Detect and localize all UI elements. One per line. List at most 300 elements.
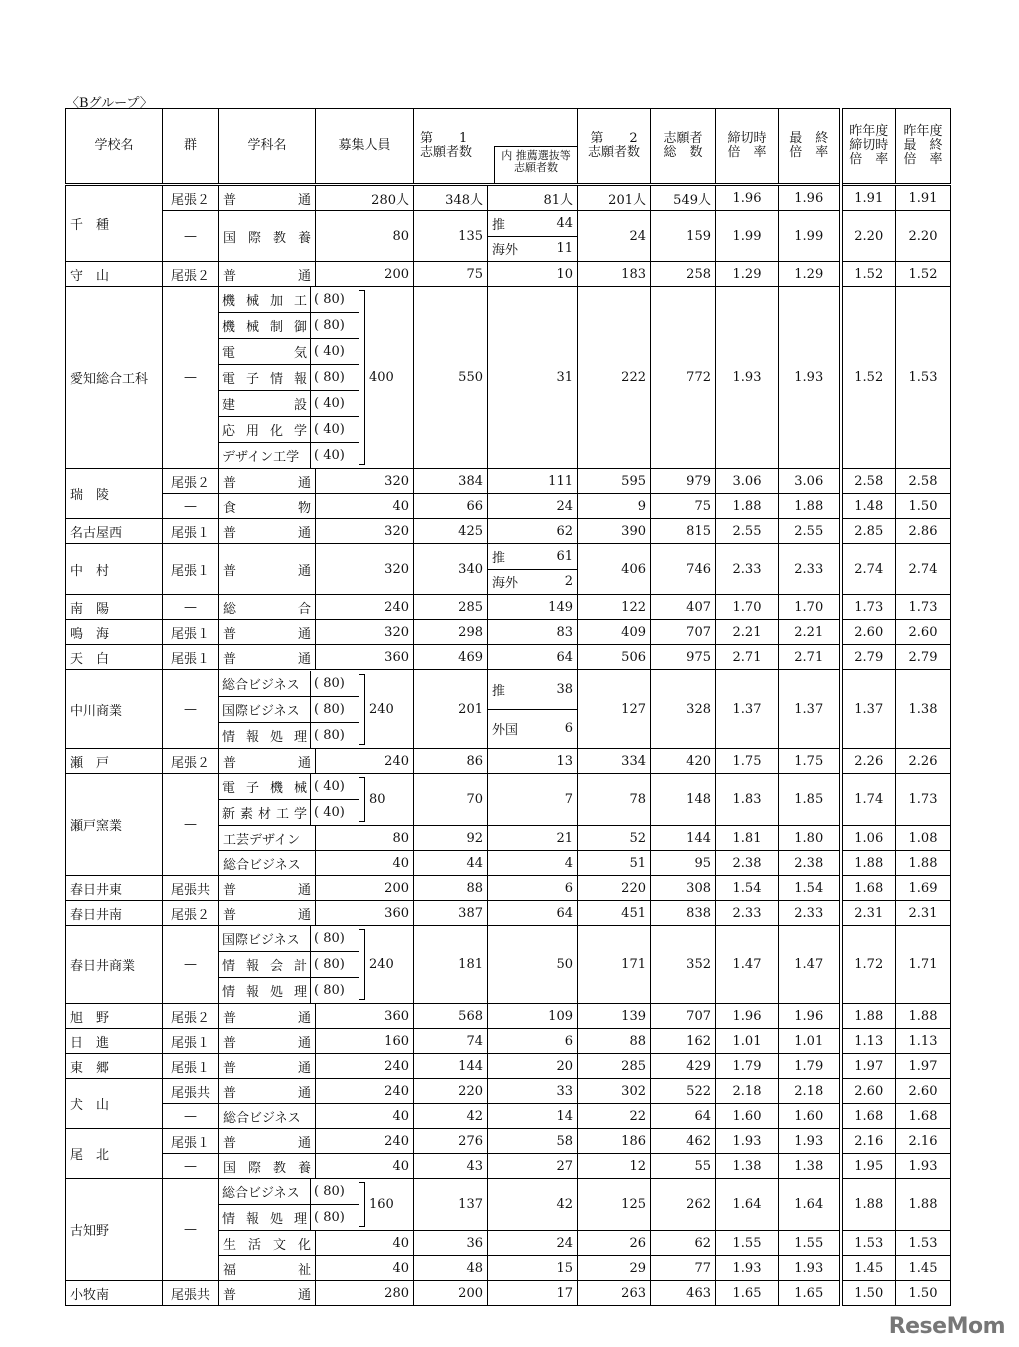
table-row bbox=[66, 901, 951, 926]
dept-name-cell bbox=[219, 1029, 316, 1054]
recommended-count: 20 bbox=[488, 1054, 578, 1079]
dept-name-cell bbox=[219, 749, 316, 774]
sub-dept-row bbox=[219, 339, 359, 365]
school-name: 瀬戸窯業 bbox=[66, 774, 163, 876]
sub-dept-capacity: ( 40) bbox=[314, 344, 345, 359]
school-name: 旭 野 bbox=[66, 1004, 163, 1029]
second-choice-count: 595 bbox=[578, 469, 651, 494]
recommended-label: 推 bbox=[492, 550, 506, 566]
total-applicants: 258 bbox=[651, 262, 716, 287]
dept-name-char: 通 bbox=[297, 626, 311, 642]
dept-capacity-group bbox=[219, 287, 414, 469]
school-name: 春日井南 bbox=[66, 901, 163, 926]
final-ratio: 1.60 bbox=[779, 1104, 841, 1129]
dept-name bbox=[223, 1157, 311, 1176]
dept-name-char: 国際ビジネス bbox=[222, 703, 300, 719]
dept-name-char: 国 bbox=[223, 1160, 237, 1176]
recommended-sub bbox=[488, 570, 577, 595]
dept-name-char: 化 bbox=[297, 1237, 311, 1253]
sub-dept-capacity: ( 80) bbox=[314, 983, 345, 998]
deadline-ratio: 1.60 bbox=[716, 1104, 779, 1129]
deadline-ratio: 1.93 bbox=[716, 1129, 779, 1154]
dept-name-char: 普 bbox=[223, 1035, 237, 1051]
header-final-ratio bbox=[779, 109, 841, 185]
dept-name-char: 普 bbox=[223, 475, 237, 491]
second-choice-count: 127 bbox=[578, 670, 651, 749]
dept-name-char: 計 bbox=[293, 959, 307, 974]
recommended-label: 外国 bbox=[492, 723, 519, 739]
sub-dept-capacity: ( 40) bbox=[314, 448, 345, 463]
second-choice-count: 201人 bbox=[578, 185, 651, 211]
dept-name-char: 情 bbox=[222, 729, 236, 745]
recommended-count: 15 bbox=[488, 1256, 578, 1281]
capacity: 360 bbox=[316, 1004, 414, 1029]
sub-dept-name bbox=[219, 287, 311, 312]
deadline-ratio: 1.93 bbox=[716, 287, 779, 469]
prev-deadline-ratio: 1.95 bbox=[841, 1154, 896, 1179]
sub-dept-name bbox=[219, 800, 311, 825]
table-row bbox=[66, 544, 951, 595]
second-choice-count: 22 bbox=[578, 1104, 651, 1129]
table-row bbox=[66, 645, 951, 670]
sub-dept-capacity: ( 80) bbox=[314, 1210, 345, 1225]
recommended-count: 58 bbox=[488, 1129, 578, 1154]
first-choice-count: 201 bbox=[414, 670, 488, 749]
dept-name-char: 機 bbox=[222, 294, 236, 309]
recommended-count: 61 bbox=[556, 548, 573, 564]
capacity: 40 bbox=[316, 1256, 414, 1281]
final-ratio: 1.79 bbox=[779, 1054, 841, 1079]
capacity: 280 bbox=[316, 1281, 414, 1306]
prev-deadline-ratio: 1.91 bbox=[841, 185, 896, 211]
recommended-count: 10 bbox=[488, 262, 578, 287]
group-name: 尾張１ bbox=[163, 620, 219, 645]
dept-name-char: 普 bbox=[223, 882, 237, 898]
prev-deadline-ratio: 1.72 bbox=[841, 926, 896, 1004]
recommended-count: 6 bbox=[488, 1029, 578, 1054]
prev-final-ratio: 2.31 bbox=[896, 901, 951, 926]
first-choice-count: 348人 bbox=[414, 185, 488, 211]
prev-final-ratio: 1.68 bbox=[896, 1104, 951, 1129]
dept-name-cell bbox=[219, 645, 316, 670]
group-name: 尾張２ bbox=[163, 749, 219, 774]
school-name: 守 山 bbox=[66, 262, 163, 287]
capacity: 240 bbox=[316, 1079, 414, 1104]
first-choice-count: 74 bbox=[414, 1029, 488, 1054]
school-name: 尾 北 bbox=[66, 1129, 163, 1179]
recommended-count: 17 bbox=[488, 1281, 578, 1306]
prev-final-ratio: 1.38 bbox=[896, 670, 951, 749]
sub-dept-name bbox=[219, 365, 311, 390]
recommended-sub bbox=[488, 710, 577, 749]
capacity: 40 bbox=[316, 1104, 414, 1129]
dept-name-char: 処 bbox=[269, 1212, 283, 1227]
total-applicants: 308 bbox=[651, 876, 716, 901]
first-choice-count: 92 bbox=[414, 826, 488, 851]
dept-name-char: 通 bbox=[297, 907, 311, 923]
dept-name-char: 機 bbox=[269, 781, 283, 796]
table-row bbox=[66, 185, 951, 211]
sub-dept-name bbox=[219, 1205, 311, 1230]
dept-name-char: 会 bbox=[269, 959, 283, 974]
deadline-ratio: 1.88 bbox=[716, 494, 779, 519]
recommended-count: 64 bbox=[488, 645, 578, 670]
prev-deadline-ratio: 1.06 bbox=[841, 826, 896, 851]
sub-dept-row bbox=[219, 978, 359, 1003]
prev-deadline-ratio: 1.53 bbox=[841, 1231, 896, 1256]
first-choice-count: 469 bbox=[414, 645, 488, 670]
dept-name-char: 普 bbox=[223, 192, 237, 208]
dept-name-char: 新 bbox=[222, 807, 236, 822]
second-choice-count: 51 bbox=[578, 851, 651, 876]
first-choice-count: 135 bbox=[414, 211, 488, 262]
header-prev-deadline-line1: 昨年度 bbox=[849, 124, 889, 139]
school-name: 名古屋西 bbox=[66, 519, 163, 544]
dept-name-char: 普 bbox=[223, 268, 237, 284]
dept-name-char: 加 bbox=[269, 294, 283, 309]
capacity: 200 bbox=[316, 876, 414, 901]
recommended-label: 海外 bbox=[492, 243, 519, 259]
final-ratio: 1.96 bbox=[779, 1004, 841, 1029]
group-name: — bbox=[163, 670, 219, 749]
first-choice-count: 70 bbox=[414, 774, 488, 826]
total-applicants: 838 bbox=[651, 901, 716, 926]
header-final-line2: 倍 率 bbox=[789, 145, 829, 160]
first-choice-count: 42 bbox=[414, 1104, 488, 1129]
header-prev-final-line2: 最 終 bbox=[903, 138, 943, 153]
prev-deadline-ratio: 1.48 bbox=[841, 494, 896, 519]
final-ratio: 2.21 bbox=[779, 620, 841, 645]
dept-name-cell bbox=[219, 544, 316, 595]
total-applicants: 262 bbox=[651, 1179, 716, 1231]
sub-dept-row bbox=[219, 287, 359, 313]
dept-capacity-group bbox=[219, 774, 414, 826]
deadline-ratio: 1.75 bbox=[716, 749, 779, 774]
dept-name-char: 通 bbox=[297, 651, 311, 667]
dept-name-cell bbox=[219, 1129, 316, 1154]
group-name: 尾張１ bbox=[163, 1029, 219, 1054]
total-applicants: 77 bbox=[651, 1256, 716, 1281]
header-dept: 学科名 bbox=[219, 109, 316, 185]
first-choice-count: 568 bbox=[414, 1004, 488, 1029]
table-row bbox=[66, 1129, 951, 1154]
header-deadline-line2: 倍 率 bbox=[727, 145, 767, 160]
prev-final-ratio: 1.73 bbox=[896, 595, 951, 620]
school-name: 愛知総合工科 bbox=[66, 287, 163, 469]
capacity: 360 bbox=[316, 901, 414, 926]
second-choice-count: 451 bbox=[578, 901, 651, 926]
dept-name-char: 文 bbox=[272, 1237, 286, 1253]
prev-final-ratio: 1.88 bbox=[896, 1004, 951, 1029]
group-name: 尾張共 bbox=[163, 1079, 219, 1104]
final-ratio: 1.55 bbox=[779, 1231, 841, 1256]
dept-name-char: 通 bbox=[297, 1287, 311, 1303]
table-row bbox=[66, 1054, 951, 1079]
group-name: 尾張１ bbox=[163, 1129, 219, 1154]
table-row bbox=[66, 262, 951, 287]
sub-dept-name bbox=[219, 978, 311, 1003]
second-choice-count: 263 bbox=[578, 1281, 651, 1306]
prev-final-ratio: 2.60 bbox=[896, 620, 951, 645]
sub-dept-row bbox=[219, 313, 359, 339]
dept-name-char: 総 bbox=[223, 601, 237, 617]
dept-name-char: 械 bbox=[245, 294, 259, 309]
first-choice-count: 36 bbox=[414, 1231, 488, 1256]
dept-name-char: 総合ビジネス bbox=[223, 1110, 301, 1126]
dept-capacity-group bbox=[219, 926, 414, 1004]
dept-name bbox=[223, 560, 311, 579]
deadline-ratio: 1.29 bbox=[716, 262, 779, 287]
dept-name-char: 通 bbox=[297, 192, 311, 208]
group-name: — bbox=[163, 926, 219, 1004]
prev-final-ratio: 1.91 bbox=[896, 185, 951, 211]
dept-name-char: 報 bbox=[245, 729, 259, 745]
deadline-ratio: 2.18 bbox=[716, 1079, 779, 1104]
capacity: 40 bbox=[316, 1231, 414, 1256]
sub-dept-row bbox=[219, 952, 359, 978]
sub-dept-name bbox=[219, 671, 311, 696]
header-prev-deadline-line3: 倍 率 bbox=[849, 152, 889, 167]
deadline-ratio: 1.38 bbox=[716, 1154, 779, 1179]
school-name: 瀬 戸 bbox=[66, 749, 163, 774]
final-ratio: 1.93 bbox=[779, 287, 841, 469]
prev-deadline-ratio: 1.88 bbox=[841, 1179, 896, 1231]
dept-name-cell bbox=[219, 185, 316, 211]
second-choice-count: 29 bbox=[578, 1256, 651, 1281]
deadline-ratio: 2.38 bbox=[716, 851, 779, 876]
table-row bbox=[66, 1281, 951, 1306]
dept-name-char: 通 bbox=[297, 1010, 311, 1026]
deadline-ratio: 1.01 bbox=[716, 1029, 779, 1054]
final-ratio: 1.65 bbox=[779, 1281, 841, 1306]
prev-final-ratio: 2.79 bbox=[896, 645, 951, 670]
dept-name-char: 設 bbox=[293, 398, 307, 413]
prev-deadline-ratio: 1.74 bbox=[841, 774, 896, 826]
prev-deadline-ratio: 1.52 bbox=[841, 287, 896, 469]
sub-dept-capacity: ( 40) bbox=[314, 779, 345, 794]
sub-dept-capacity: ( 40) bbox=[314, 805, 345, 820]
group-name: 尾張共 bbox=[163, 876, 219, 901]
prev-deadline-ratio: 1.88 bbox=[841, 1004, 896, 1029]
dept-name-char: 普 bbox=[223, 1010, 237, 1026]
dept-name-cell bbox=[219, 262, 316, 287]
prev-final-ratio: 1.71 bbox=[896, 926, 951, 1004]
sub-dept-capacity: ( 80) bbox=[314, 727, 345, 743]
total-applicants: 148 bbox=[651, 774, 716, 826]
total-applicants: 144 bbox=[651, 826, 716, 851]
dept-name-char: 通 bbox=[297, 525, 311, 541]
dept-name-char: 電 bbox=[222, 372, 236, 387]
first-choice-count: 276 bbox=[414, 1129, 488, 1154]
recommended-count: 62 bbox=[488, 519, 578, 544]
recommended-count: 7 bbox=[488, 774, 578, 826]
table-row bbox=[66, 670, 951, 749]
dept-name-cell bbox=[219, 1079, 316, 1104]
second-choice-count: 125 bbox=[578, 1179, 651, 1231]
deadline-ratio: 1.54 bbox=[716, 876, 779, 901]
prev-final-ratio: 2.86 bbox=[896, 519, 951, 544]
total-applicants: 463 bbox=[651, 1281, 716, 1306]
prev-deadline-ratio: 1.68 bbox=[841, 876, 896, 901]
capacity: 320 bbox=[316, 544, 414, 595]
prev-final-ratio: 1.52 bbox=[896, 262, 951, 287]
group-name: 尾張共 bbox=[163, 1281, 219, 1306]
second-choice-count: 171 bbox=[578, 926, 651, 1004]
dept-name-char: 普 bbox=[223, 651, 237, 667]
recommended-count: 42 bbox=[488, 1179, 578, 1231]
first-choice-count: 181 bbox=[414, 926, 488, 1004]
dept-name-char: 理 bbox=[293, 1212, 307, 1227]
sub-dept-capacity: ( 80) bbox=[314, 675, 345, 691]
school-name: 南 陽 bbox=[66, 595, 163, 620]
recommended-split bbox=[488, 670, 578, 749]
prev-final-ratio: 1.13 bbox=[896, 1029, 951, 1054]
second-choice-count: 302 bbox=[578, 1079, 651, 1104]
prev-deadline-ratio: 2.26 bbox=[841, 749, 896, 774]
second-choice-count: 78 bbox=[578, 774, 651, 826]
table-row bbox=[66, 1079, 951, 1104]
total-applicants: 62 bbox=[651, 1231, 716, 1256]
dept-name-char: 祉 bbox=[297, 1262, 311, 1278]
second-choice-count: 285 bbox=[578, 1054, 651, 1079]
prev-final-ratio: 1.93 bbox=[896, 1154, 951, 1179]
dept-name-char: 材 bbox=[257, 807, 271, 822]
school-name: 中 村 bbox=[66, 544, 163, 595]
dept-name-char: 普 bbox=[223, 626, 237, 642]
capacity: 320 bbox=[316, 519, 414, 544]
dept-name-cell bbox=[219, 469, 316, 494]
total-applicants: 979 bbox=[651, 469, 716, 494]
recommended-count: 4 bbox=[488, 851, 578, 876]
table-row bbox=[66, 211, 951, 262]
recommended-count: 24 bbox=[488, 494, 578, 519]
deadline-ratio: 1.81 bbox=[716, 826, 779, 851]
total-applicants: 159 bbox=[651, 211, 716, 262]
first-choice-count: 550 bbox=[414, 287, 488, 469]
deadline-ratio: 1.64 bbox=[716, 1179, 779, 1231]
dept-name-char: 工芸デザイン bbox=[223, 832, 301, 848]
dept-name-cell bbox=[219, 1004, 316, 1029]
recommended-count: 27 bbox=[488, 1154, 578, 1179]
school-name: 春日井東 bbox=[66, 876, 163, 901]
dept-name-char: 処 bbox=[269, 729, 283, 745]
table-row bbox=[66, 1154, 951, 1179]
final-ratio: 2.33 bbox=[779, 544, 841, 595]
dept-name bbox=[223, 623, 311, 642]
prev-deadline-ratio: 1.68 bbox=[841, 1104, 896, 1129]
second-choice-count: 9 bbox=[578, 494, 651, 519]
header-first-choice bbox=[414, 109, 578, 185]
sub-dept-capacity: ( 80) bbox=[314, 957, 345, 972]
final-ratio: 2.55 bbox=[779, 519, 841, 544]
dept-name-char: 物 bbox=[297, 500, 311, 516]
capacity-total: 160 bbox=[369, 1197, 394, 1212]
resemom-watermark: ReseMom bbox=[888, 1314, 1005, 1339]
dept-name-cell bbox=[219, 901, 316, 926]
deadline-ratio: 2.33 bbox=[716, 544, 779, 595]
dept-name-char: 制 bbox=[269, 320, 283, 335]
group-name: 尾張２ bbox=[163, 901, 219, 926]
dept-name-char: 普 bbox=[223, 1085, 237, 1101]
capacity: 40 bbox=[316, 1154, 414, 1179]
dept-name-char: 工 bbox=[275, 807, 289, 822]
group-name: 尾張１ bbox=[163, 544, 219, 595]
recommended-count: 11 bbox=[556, 241, 573, 257]
deadline-ratio: 3.06 bbox=[716, 469, 779, 494]
capacity: 40 bbox=[316, 494, 414, 519]
sub-dept-row bbox=[219, 800, 359, 825]
dept-name bbox=[223, 648, 311, 667]
dept-name-char: 械 bbox=[245, 320, 259, 335]
dept-name bbox=[223, 904, 311, 923]
group-name: — bbox=[163, 1179, 219, 1281]
recommended-split bbox=[488, 544, 578, 595]
prev-deadline-ratio: 1.13 bbox=[841, 1029, 896, 1054]
sub-dept-name bbox=[219, 339, 311, 364]
dept-name-char: 情 bbox=[269, 372, 283, 387]
sub-dept-name bbox=[219, 774, 311, 799]
dept-name-char: 報 bbox=[245, 1212, 259, 1227]
final-ratio: 1.29 bbox=[779, 262, 841, 287]
group-name: — bbox=[163, 774, 219, 876]
table-row bbox=[66, 749, 951, 774]
prev-final-ratio: 2.60 bbox=[896, 1079, 951, 1104]
dept-name-char: 通 bbox=[297, 1085, 311, 1101]
dept-name bbox=[223, 752, 311, 771]
sub-dept-name bbox=[219, 443, 311, 468]
recommended-count: 24 bbox=[488, 1231, 578, 1256]
recommended-count: 83 bbox=[488, 620, 578, 645]
group-name: — bbox=[163, 1104, 219, 1129]
header-second-line1: 第 2 bbox=[590, 131, 638, 146]
header-prev-deadline-line2: 締切時 bbox=[849, 138, 889, 153]
total-applicants: 95 bbox=[651, 851, 716, 876]
deadline-ratio: 2.71 bbox=[716, 645, 779, 670]
dept-name bbox=[223, 227, 311, 246]
prev-deadline-ratio: 2.60 bbox=[841, 1079, 896, 1104]
prev-deadline-ratio: 2.31 bbox=[841, 901, 896, 926]
first-choice-count: 340 bbox=[414, 544, 488, 595]
capacity: 320 bbox=[316, 469, 414, 494]
group-name: 尾張１ bbox=[163, 1054, 219, 1079]
dept-name-char: 普 bbox=[223, 525, 237, 541]
final-ratio: 1.85 bbox=[779, 774, 841, 826]
dept-name-cell bbox=[219, 519, 316, 544]
capacity: 160 bbox=[316, 1029, 414, 1054]
group-name: — bbox=[163, 1154, 219, 1179]
sub-dept-name bbox=[219, 391, 311, 416]
second-choice-count: 506 bbox=[578, 645, 651, 670]
first-choice-count: 88 bbox=[414, 876, 488, 901]
header-first-line2: 志願者数 bbox=[420, 145, 473, 160]
school-name: 犬 山 bbox=[66, 1079, 163, 1129]
total-applicants: 429 bbox=[651, 1054, 716, 1079]
prev-final-ratio: 1.53 bbox=[896, 287, 951, 469]
prev-deadline-ratio: 1.50 bbox=[841, 1281, 896, 1306]
first-choice-count: 285 bbox=[414, 595, 488, 620]
sub-dept-name bbox=[219, 697, 311, 722]
dept-capacity-group bbox=[219, 1179, 414, 1231]
second-choice-count: 24 bbox=[578, 211, 651, 262]
dept-capacity-group bbox=[219, 670, 414, 749]
sub-dept-row bbox=[219, 417, 359, 443]
second-choice-count: 334 bbox=[578, 749, 651, 774]
final-ratio: 2.33 bbox=[779, 901, 841, 926]
dept-name-char: 通 bbox=[297, 882, 311, 898]
group-name: — bbox=[163, 595, 219, 620]
recommended-sub bbox=[488, 544, 577, 570]
first-choice-count: 44 bbox=[414, 851, 488, 876]
